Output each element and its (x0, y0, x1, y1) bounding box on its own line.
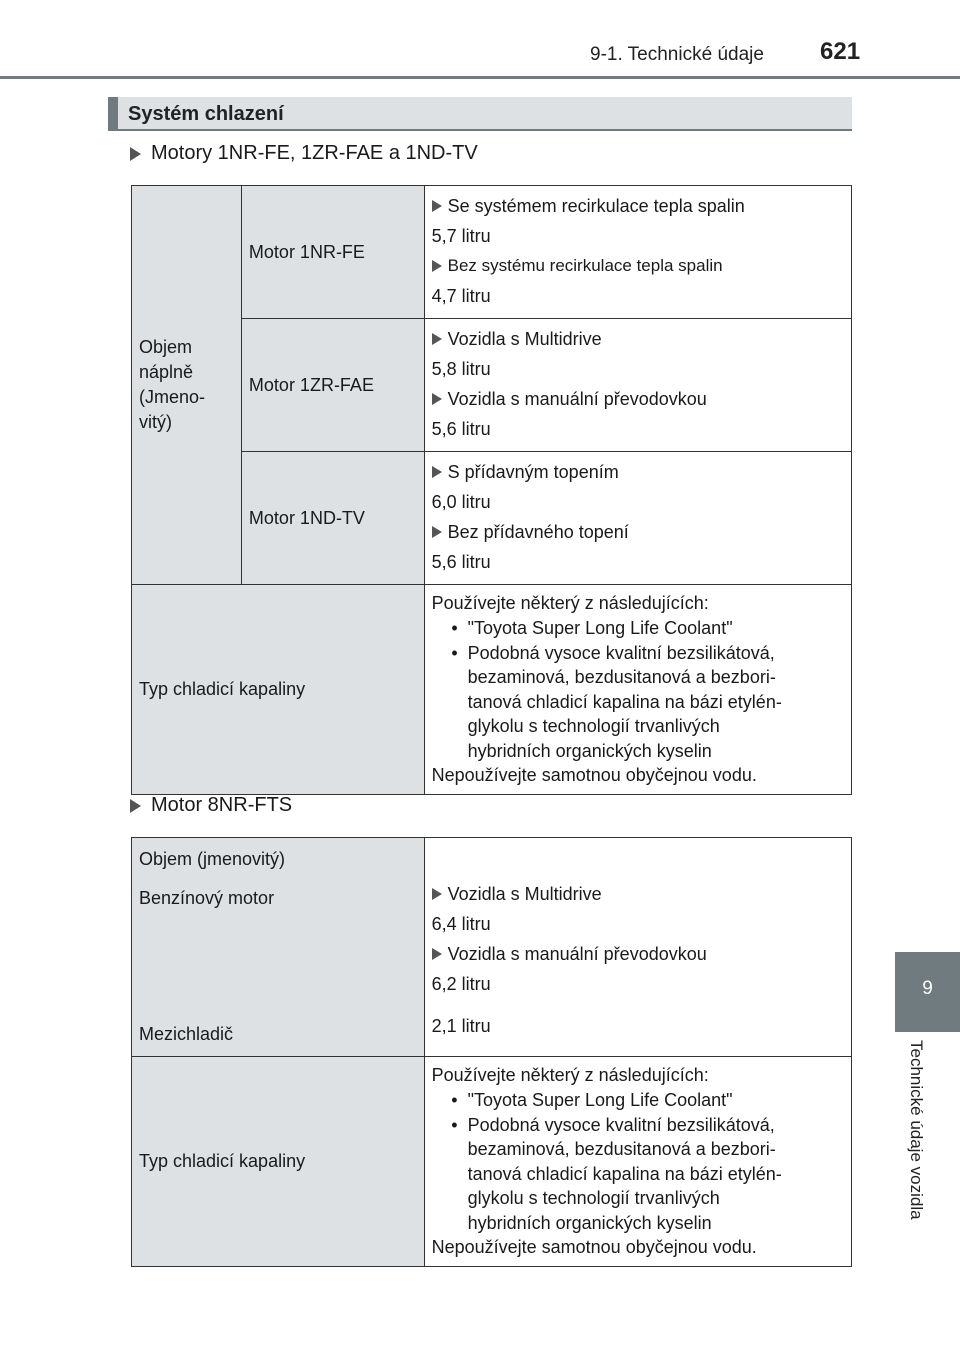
capacity-label-cell (132, 838, 425, 1057)
coolant-type-cell (424, 585, 851, 795)
group2-heading (130, 794, 292, 817)
capacity-label-line: Objem (139, 337, 193, 357)
engine-name-cell: Motor 1ZR-FAE (241, 319, 424, 452)
petrol-engine-label: Benzínový motor (139, 888, 275, 908)
group2-heading-text: Motor 8NR-FTS (151, 794, 293, 816)
coolant-note: Nepoužívejte samotnou obyčejnou vodu. (431, 1237, 757, 1257)
triangle-bullet-icon (432, 393, 442, 405)
section-title: Systém chlazení (128, 103, 284, 125)
capacity-label-cell (132, 186, 242, 585)
chapter-number-tab: 9 (895, 952, 960, 1032)
coolant-intro: Používejte některý z následujících: (431, 1065, 709, 1085)
option-label: Se systémem recirkulace tepla spalin (447, 196, 745, 216)
coolant-type-cell (424, 1057, 851, 1267)
list-item-continuation: bezaminová, bezdusitanová a bezbori- (467, 667, 776, 687)
triangle-bullet-icon (432, 200, 442, 212)
triangle-bullet-icon (432, 466, 442, 478)
option-value: 5,6 litru (431, 552, 491, 572)
list-item-text: Podobná vysoce kvalitní bezsilikátová, (467, 1114, 775, 1135)
triangle-bullet-icon (130, 799, 141, 813)
chapter-title: Technické údaje vozidla (907, 1040, 926, 1220)
option-label: Vozidla s Multidrive (447, 884, 602, 904)
list-item-continuation: tanová chladicí kapalina na bázi etylén- (467, 691, 782, 712)
option-label: Bez přídavného topení (447, 522, 629, 542)
list-item-continuation: bezaminová, bezdusitanová a bezbori- (467, 1139, 776, 1159)
coolant-intro: Používejte některý z následujících: (431, 593, 709, 613)
list-item-text: Podobná vysoce kvalitní bezsilikátová, (467, 642, 775, 663)
list-item-continuation: tanová chladicí kapalina na bázi etylén- (467, 1163, 782, 1184)
triangle-bullet-icon (130, 147, 141, 161)
engine-name-cell: Motor 1ND-TV (241, 452, 424, 585)
option-row (432, 192, 844, 220)
engine-capacity-cell (424, 452, 851, 585)
coolant-type-label: Typ chladicí kapaliny (132, 1057, 425, 1267)
chapter-title-tab (900, 1040, 940, 1320)
capacity-label: Objem (jmenovitý) (139, 849, 286, 869)
option-row (432, 458, 844, 486)
option-value: 6,2 litru (431, 974, 491, 994)
option-row (432, 385, 844, 413)
list-item: • Podobná vysoce kvalitní bezsilikátová, (432, 1113, 844, 1138)
coolant-table-2 (131, 837, 852, 1267)
option-row (432, 940, 844, 968)
engine-capacity-cell (424, 186, 851, 319)
capacity-label-line: náplně (139, 362, 194, 382)
intercooler-label: Mezichladič (139, 1024, 234, 1044)
option-value: 5,6 litru (431, 419, 491, 439)
list-item: • Podobná vysoce kvalitní bezsilikátová, (432, 641, 844, 666)
option-row (432, 518, 844, 546)
list-item-continuation: hybridních organických kyselin (467, 1212, 712, 1233)
triangle-bullet-icon (432, 526, 442, 538)
section-title-bar (108, 97, 852, 131)
option-value: 5,8 litru (431, 359, 491, 379)
list-item-continuation: glykolu s technologií trvanlivých (467, 716, 720, 736)
option-label: Bez systému recirkulace tepla spalin (447, 256, 723, 275)
option-row (432, 325, 844, 353)
option-label: Vozidla s Multidrive (447, 329, 602, 349)
option-value: 6,4 litru (431, 914, 491, 934)
option-row (432, 252, 844, 280)
triangle-bullet-icon (432, 888, 442, 900)
header-rule (0, 76, 960, 79)
option-value: 4,7 litru (431, 286, 491, 306)
option-row (432, 880, 844, 908)
intercooler-value: 2,1 litru (431, 1016, 491, 1036)
option-label: Vozidla s manuální převodovkou (447, 944, 707, 964)
engine-capacity-cell (424, 319, 851, 452)
list-item-text: "Toyota Super Long Life Coolant" (467, 1090, 733, 1110)
list-item: • "Toyota Super Long Life Coolant" (432, 616, 844, 641)
list-item-continuation: glykolu s technologií trvanlivých (467, 1188, 720, 1208)
option-value: 6,0 litru (431, 492, 491, 512)
triangle-bullet-icon (432, 948, 442, 960)
list-item-text: "Toyota Super Long Life Coolant" (467, 618, 733, 638)
engine-name-cell: Motor 1NR-FE (241, 186, 424, 319)
running-header: 9-1. Technické údaje (590, 44, 764, 65)
capacity-value-cell (424, 838, 851, 1057)
option-label: Vozidla s manuální převodovkou (447, 389, 707, 409)
coolant-table-1 (131, 185, 852, 795)
list-item: • "Toyota Super Long Life Coolant" (432, 1088, 844, 1113)
triangle-bullet-icon (432, 260, 442, 272)
coolant-note: Nepoužívejte samotnou obyčejnou vodu. (431, 765, 757, 785)
capacity-label-line: vitý) (139, 412, 172, 432)
capacity-label-line: (Jmeno- (139, 387, 206, 407)
list-item-continuation: hybridních organických kyselin (467, 740, 712, 761)
coolant-type-label: Typ chladicí kapaliny (132, 585, 425, 795)
page-number: 621 (820, 38, 861, 65)
triangle-bullet-icon (432, 333, 442, 345)
option-value: 5,7 litru (431, 226, 491, 246)
group1-heading (130, 142, 478, 165)
option-label: S přídavným topením (447, 462, 619, 482)
group1-heading-text: Motory 1NR-FE, 1ZR-FAE a 1ND-TV (151, 142, 478, 164)
